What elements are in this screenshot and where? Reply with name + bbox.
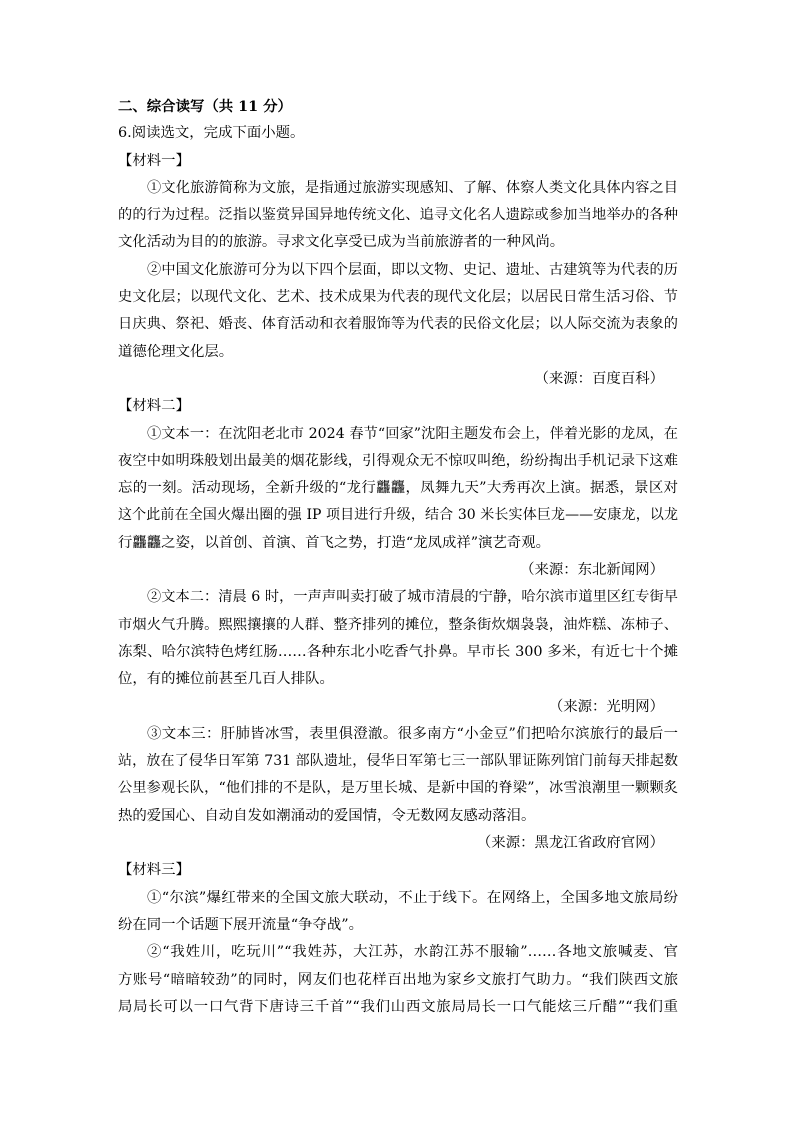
question-prompt: 6.阅读选文，完成下面小题。 [118, 125, 305, 142]
paragraph-line: ②“我姓川，吃玩川”“我姓苏，大江苏，水韵江苏不服输”……各地文旅喊麦、官 [147, 944, 678, 961]
document-page [118, 93, 678, 1021]
paragraph-line: 道德伦理文化层。 [118, 343, 234, 360]
paragraph-line: 位，有的摊位前甚至几百人排队。 [118, 671, 334, 688]
paragraph-line: 忘的一刻。活动现场，全新升级的“龙行龘龘，凤舞九天”大秀再次上演。据悉，景区对 [118, 480, 678, 497]
paragraph-line: 日庆典、祭祀、婚丧、体育活动和衣着服饰等为代表的民俗文化层；以人际交流为表象的 [118, 316, 678, 333]
material1-source: （来源：百度百科） [534, 370, 664, 387]
paragraph-line: ②中国文化旅游可分为以下四个层面，即以文物、史记、遗址、古建筑等为代表的历 [147, 261, 678, 278]
paragraph-line: 行龘龘之姿，以首创、首演、首飞之势，打造“龙凤成祥”演艺奇观。 [118, 534, 551, 551]
material2-source1: （来源：东北新闻网） [520, 562, 664, 579]
material2-heading: 【材料二】 [118, 398, 190, 415]
material2-text3 [118, 721, 678, 830]
paragraph-line: 站，放在了侵华日军第 731 部队遗址，侵华日军第七三一部队罪证陈列馆门前每天排起数 [118, 753, 678, 770]
paragraph-line: 方账号“暗暗较劲”的同时，网友们也花样百出地为家乡文旅打气助力。“我们陕西文旅 [118, 971, 678, 988]
paragraph-line: 纷在同一个话题下展开流量“争夺战”。 [118, 916, 363, 933]
paragraph-line: 局局长可以一口气背下唐诗三千首”“我们山西文旅局局长一口气能炫三斤醋”“我们重 [118, 998, 678, 1015]
material3-paragraph-1 [118, 885, 678, 940]
paragraph-line: ①“尔滨”爆红带来的全国文旅大联动，不止于线下。在网络上，全国多地文旅局纷 [147, 889, 678, 906]
material2-text2 [118, 584, 678, 693]
paragraph-line: ①文化旅游简称为文旅，是指通过旅游实现感知、了解、体察人类文化具体内容之目 [147, 179, 678, 196]
material1-paragraph-1 [118, 175, 678, 257]
paragraph-line: 的的行为过程。泛指以鉴赏异国异地传统文化、追寻文化名人遗踪或参加当地举办的各种 [118, 207, 678, 224]
section-heading: 二、综合读写（共 11 分） [118, 98, 292, 115]
paragraph-line: 史文化层；以现代文化、艺术、技术成果为代表的现代文化层；以居民日常生活习俗、节 [118, 289, 678, 306]
paragraph-line: 文化活动为目的的旅游。寻求文化享受已成为当前旅游者的一种风尚。 [118, 234, 565, 251]
paragraph-line: 夜空中如明珠般划出最美的烟花影线，引得观众无不惊叹叫绝，纷纷掏出手机记录下这难 [118, 452, 678, 469]
paragraph-line: 市烟火气升腾。熙熙攘攘的人群、整齐排列的摊位，整条街炊烟袅袅，油炸糕、冻柿子、 [118, 616, 678, 633]
material2-source2: （来源：光明网） [548, 698, 664, 715]
paragraph-line: 冻梨、哈尔滨特色烤红肠……各种东北小吃香气扑鼻。早市长 300 多米，有近七十个摊 [118, 643, 678, 660]
material2-text1 [118, 421, 678, 557]
paragraph-line: 热的爱国心、自动自发如潮涌动的爱国情，令无数网友感动落泪。 [118, 807, 536, 824]
paragraph-line: ②文本二：清晨 6 时，一声声叫卖打破了城市清晨的宁静，哈尔滨市道里区红专街早 [147, 589, 678, 606]
paragraph-line: 这个此前在全国火爆出圈的强 IP 项目进行升级，结合 30 米长实体巨龙——安康龙，以龙 [118, 507, 678, 524]
material1-heading: 【材料一】 [118, 152, 190, 169]
material2-source3: （来源：黑龙江省政府官网） [476, 835, 664, 852]
material3-heading: 【材料三】 [118, 862, 190, 879]
paragraph-line: ③文本三：肝肺皆冰雪，表里俱澄澈。很多南方“小金豆”们把哈尔滨旅行的最后一 [147, 725, 678, 742]
material3-paragraph-2 [118, 939, 678, 1021]
paragraph-line: 公里参观长队，“他们排的不是队，是万里长城、是新中国的脊梁”，冰雪浪潮里一颗颗炙 [118, 780, 678, 797]
paragraph-line: ①文本一：在沈阳老北市 2024 春节“回家”沈阳主题发布会上，伴着光影的龙凤，在 [147, 425, 678, 442]
material1-paragraph-2 [118, 257, 678, 366]
